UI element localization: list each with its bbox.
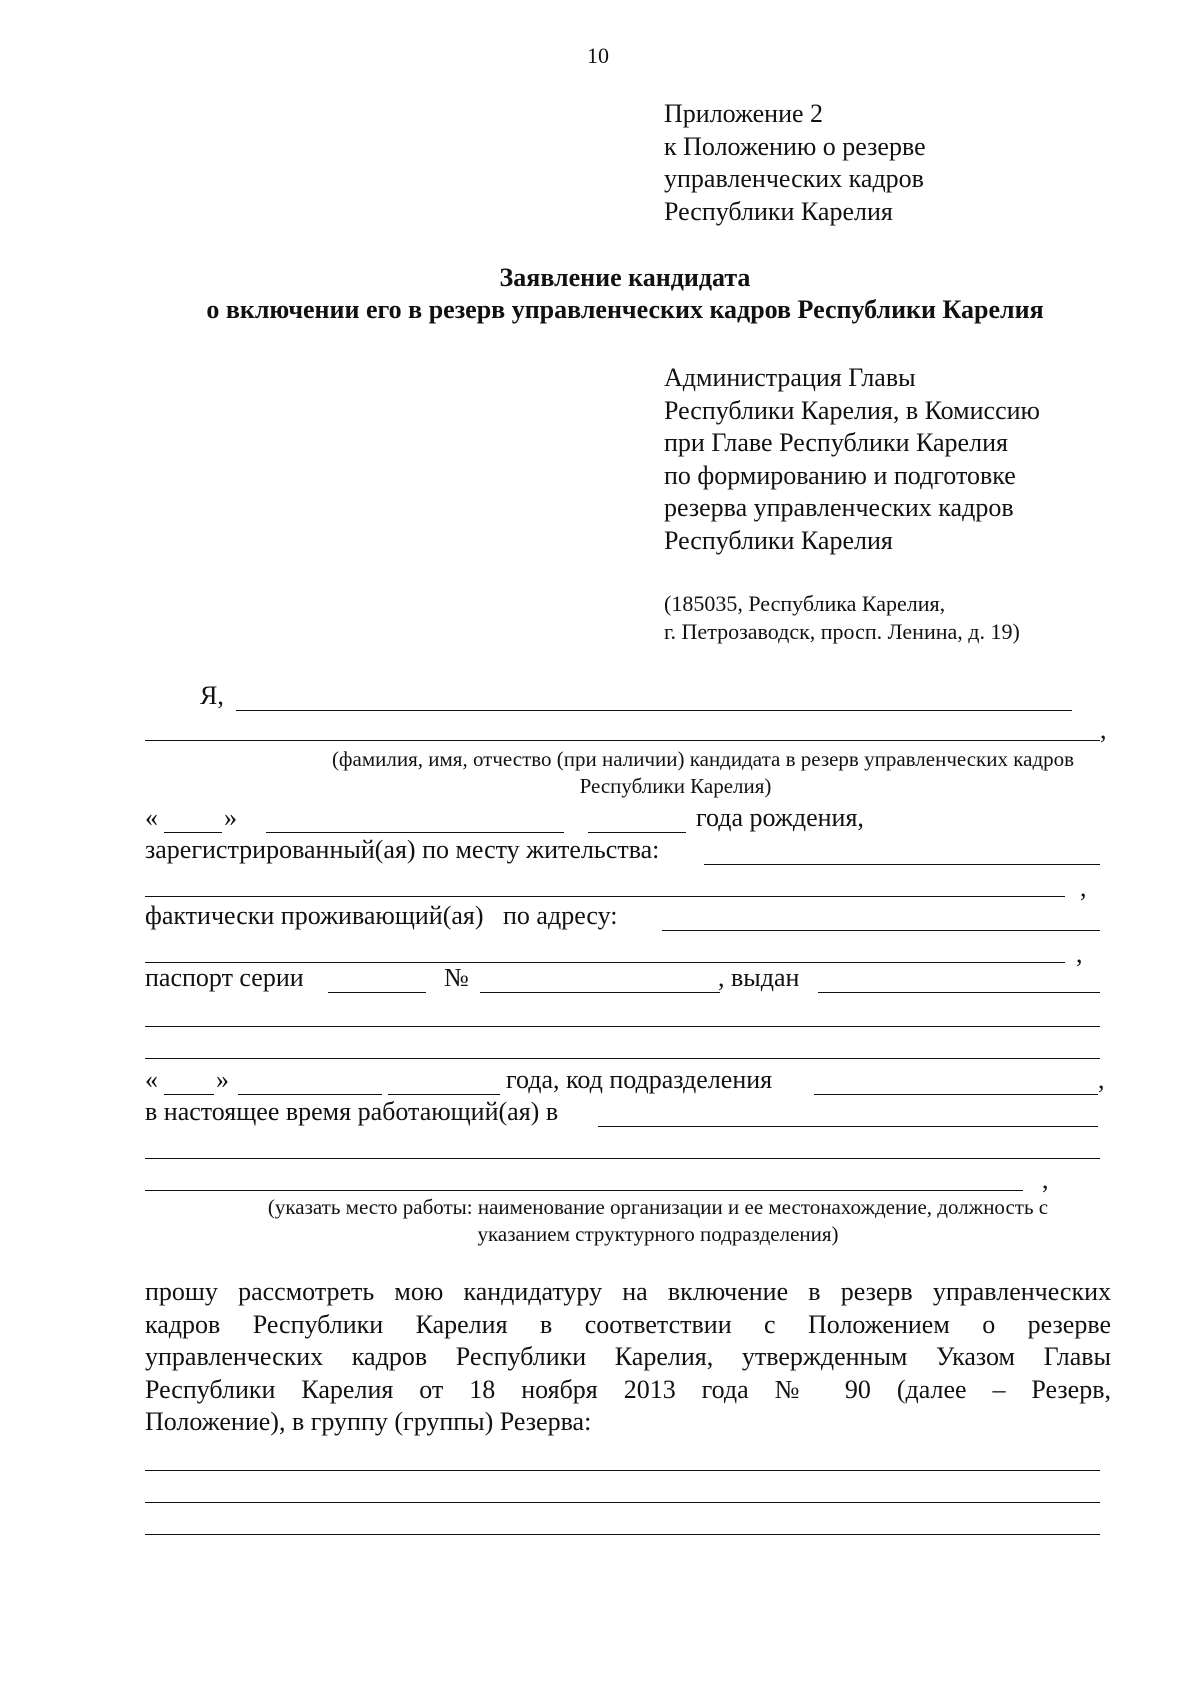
request-paragraph bbox=[145, 1276, 1111, 1439]
title-line-1: Заявление кандидата bbox=[499, 263, 751, 292]
addressee-line: по формированию и подготовке bbox=[664, 460, 1016, 490]
code-comma: , bbox=[1098, 1065, 1105, 1094]
request-line: прошу рассмотреть мою кандидатуру на включение в резерв управленческих bbox=[145, 1277, 1111, 1306]
working-comma: , bbox=[1042, 1165, 1049, 1194]
address-line-1: (185035, Республика Карелия, bbox=[664, 591, 946, 616]
address-line-2: г. Петрозаводск, просп. Ленина, д. 19) bbox=[664, 619, 1020, 644]
passport-number-field[interactable] bbox=[480, 992, 720, 993]
request-line: кадров Республики Карелия в соответствии с Положением о резерве bbox=[145, 1309, 1111, 1339]
birth-quote-open: « bbox=[145, 803, 158, 832]
appendix-line: к Положению о резерве bbox=[664, 131, 926, 161]
issue-month-field[interactable] bbox=[238, 1094, 382, 1095]
work-hint bbox=[145, 1194, 1171, 1248]
passport-issued-field-1[interactable] bbox=[818, 992, 1100, 993]
birth-quote-close: » bbox=[224, 803, 237, 832]
passport-number-sign: № bbox=[444, 963, 469, 992]
work-hint-line-1: (указать место работы: наименование организации и ее местонахождение, должность с bbox=[267, 1195, 1049, 1219]
passport-series-label: паспорт серии bbox=[145, 963, 304, 992]
addressee-line: Администрация Главы bbox=[664, 363, 916, 392]
actual-label: фактически проживающий(ая) по адресу: bbox=[145, 901, 618, 930]
name-hint bbox=[145, 746, 1200, 800]
page-number: 10 bbox=[587, 43, 609, 68]
work-hint-line-2: указанием структурного подразделения) bbox=[477, 1222, 839, 1246]
working-field-line-1[interactable] bbox=[598, 1126, 1098, 1127]
ya-label: Я, bbox=[200, 681, 224, 710]
appendix-line: управленческих кадров bbox=[664, 164, 924, 193]
issue-year-field[interactable] bbox=[388, 1094, 500, 1095]
year-code-label: года, код подразделения bbox=[506, 1065, 773, 1094]
addressee-line: при Главе Республики Карелия bbox=[664, 428, 1008, 457]
subdivision-code-field[interactable] bbox=[814, 1094, 1098, 1095]
actual-comma: , bbox=[1076, 939, 1083, 968]
issue-quote-open: « bbox=[145, 1065, 158, 1094]
appendix-block bbox=[664, 98, 926, 228]
name-comma: , bbox=[1100, 715, 1107, 744]
request-line: управленческих кадров Республики Карелия, утвержденным Указом Главы bbox=[145, 1342, 1111, 1371]
working-field-line-2[interactable] bbox=[145, 1158, 1100, 1159]
passport-issued-label: , выдан bbox=[718, 963, 800, 992]
request-line: Республики Карелия от 18 ноября 2013 года № 90 (далее – Резерв, bbox=[145, 1374, 1111, 1404]
birth-label: года рождения, bbox=[696, 803, 864, 832]
birth-year-field[interactable] bbox=[588, 832, 686, 833]
passport-issued-field-3[interactable] bbox=[145, 1058, 1100, 1059]
passport-issued-field-2[interactable] bbox=[145, 1026, 1100, 1027]
issue-quote-close: » bbox=[216, 1065, 229, 1094]
registered-field-line-2[interactable] bbox=[145, 896, 1065, 897]
working-field-line-3[interactable] bbox=[145, 1190, 1023, 1191]
name-hint-line-2: Республики Карелия) bbox=[579, 774, 772, 798]
issue-day-field[interactable] bbox=[164, 1094, 214, 1095]
addressee-line: резерва управленческих кадров bbox=[664, 493, 1014, 522]
actual-field-line-1[interactable] bbox=[662, 930, 1100, 931]
name-field-line-1[interactable] bbox=[236, 710, 1072, 711]
appendix-line: Республики Карелия bbox=[664, 196, 893, 226]
request-line: Положение), в группу (группы) Резерва: bbox=[145, 1407, 592, 1436]
birth-day-field[interactable] bbox=[164, 832, 222, 833]
group-field-line-2[interactable] bbox=[145, 1502, 1100, 1503]
addressee-block bbox=[664, 362, 1040, 557]
registered-comma: , bbox=[1080, 873, 1087, 902]
group-field-line-1[interactable] bbox=[145, 1470, 1100, 1471]
appendix-line: Приложение 2 bbox=[664, 99, 824, 128]
registered-label: зарегистрированный(ая) по месту жительства: bbox=[145, 835, 660, 864]
group-field-line-3[interactable] bbox=[145, 1534, 1100, 1535]
document-title bbox=[0, 262, 1200, 326]
name-field-line-2[interactable] bbox=[145, 740, 1100, 741]
birth-month-field[interactable] bbox=[266, 832, 564, 833]
registered-field-line-1[interactable] bbox=[704, 864, 1100, 865]
passport-series-field[interactable] bbox=[328, 992, 426, 993]
name-hint-line-1: (фамилия, имя, отчество (при наличии) кандидата в резерв управленческих кадров bbox=[331, 747, 1075, 771]
addressee-line: Республики Карелия, в Комиссию bbox=[664, 395, 1040, 425]
working-label: в настоящее время работающий(ая) в bbox=[145, 1097, 559, 1126]
title-line-2: о включении его в резерв управленческих кадров Республики Карелия bbox=[206, 295, 1044, 324]
addressee-line: Республики Карелия bbox=[664, 525, 893, 555]
